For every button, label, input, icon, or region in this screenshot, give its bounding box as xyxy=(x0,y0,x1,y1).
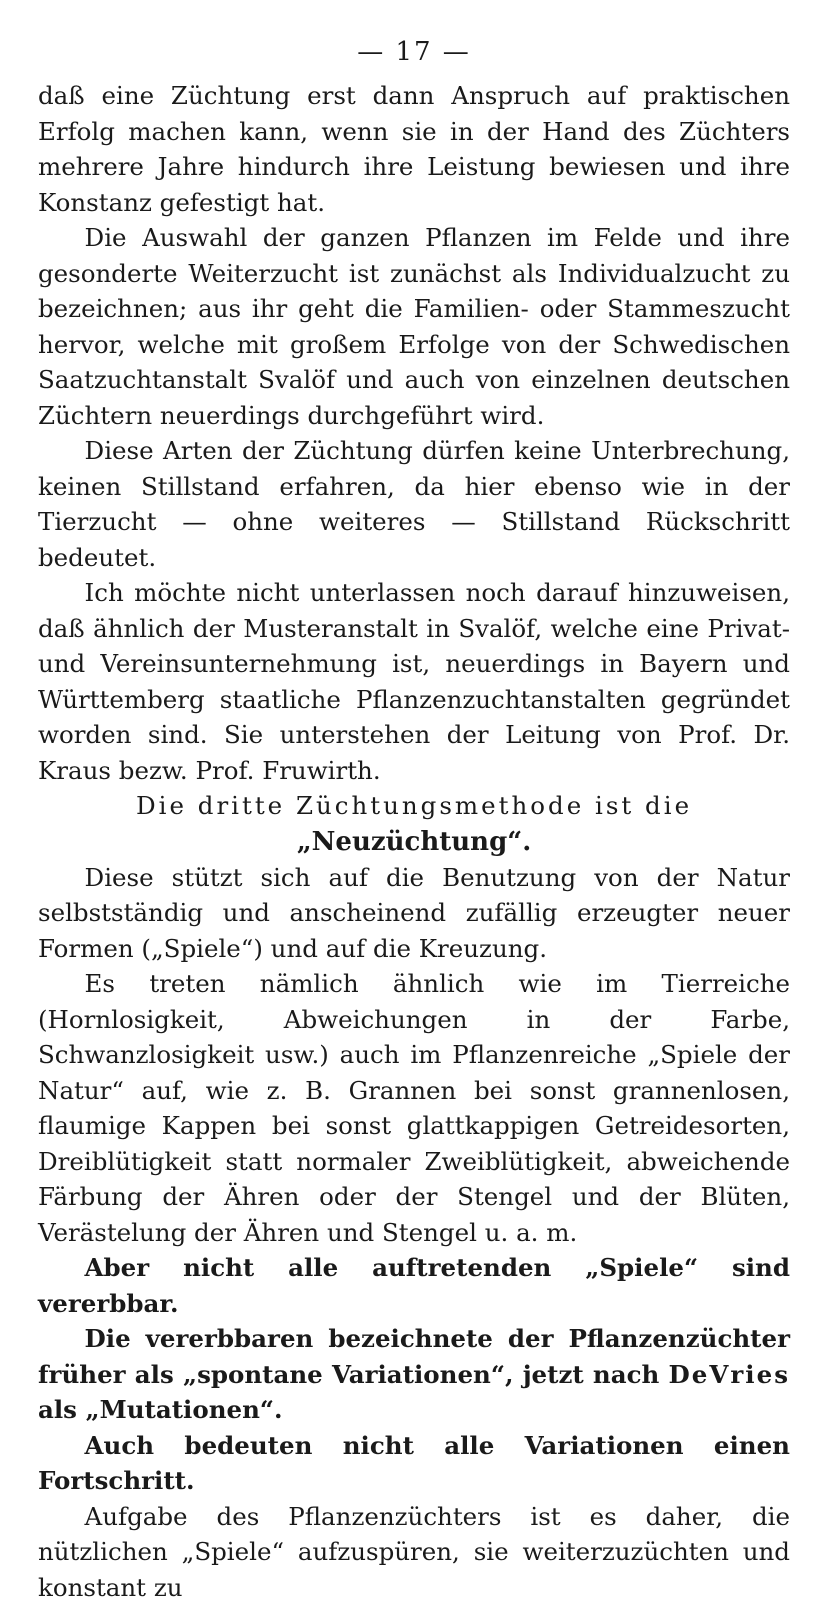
mutation-text-middle: als xyxy=(38,1395,86,1424)
paragraph-no-interruption: Diese Arten der Züchtung dürfen keine Unterbrechung, keinen Stillstand erfahren, da hier ebenso wie in der Tierzucht — ohne weiteres — Stillstand Rückschritt bedeutet. xyxy=(38,433,790,575)
paragraph-task-of-breeder: Aufgabe des Pflanzenzüchters ist es daher, die nützlichen „Spiele“ aufzuspüren, sie weiterzuzüchten und konstant zu xyxy=(38,1499,790,1605)
paragraph-no-progress: Auch bedeuten nicht alle Variationen einen Fortschritt. xyxy=(38,1428,790,1499)
book-page xyxy=(38,30,790,1440)
mutation-text-before: Die vererbbaren bezeichnete der Pflanzenzüchter früher als „spontane Variationen“, jetzt nach xyxy=(38,1324,790,1389)
page-number: — 17 — xyxy=(38,30,790,74)
paragraph-continuation: daß eine Züchtung erst dann Anspruch auf praktischen Erfolg machen kann, wenn sie in der Hand des Züchters mehrere Jahre hindurch ihre Leistung bewiesen und ihre Konstanz gefestigt hat. xyxy=(38,78,790,220)
paragraph-breeding-institutes: Ich möchte nicht unterlassen noch darauf hinzuweisen, daß ähnlich der Musteranstalt in Svalöf, welche eine Privat- und Vereinsunternehmung ist, neuerdings in Bayern und Württemberg staatliche Pflanzenzuchtanstalten gegründet worden sind. Sie unterstehen der Leitung von Prof. Dr. Kraus bezw. Prof. Fruwirth. xyxy=(38,575,790,788)
paragraph-mutations xyxy=(38,1321,790,1428)
method-heading-neuzuechtung: „Neuzüchtung“. xyxy=(38,824,790,860)
mutation-term: „Mutationen“ xyxy=(86,1395,275,1424)
third-method-intro: Die dritte Züchtungsmethode ist die xyxy=(38,788,790,824)
paragraph-individual-selection: Die Auswahl der ganzen Pflanzen im Felde und ihre gesonderte Weiterzucht ist zunächst als Individualzucht zu bezeichnen; aus ihr geht die Familien- oder Stammeszucht hervor, welche mit großem Erfolge von der Schwedischen Saatzuchtanstalt Svalöf und auch von einzelnen deutschen Züchtern neuerdings durchgeführt wird. xyxy=(38,220,790,433)
devries-name: DeVries xyxy=(669,1360,790,1389)
paragraph-spiele-der-natur: Es treten nämlich ähnlich wie im Tierreiche (Hornlosigkeit, Abweichungen in der Farbe, Schwanzlosigkeit usw.) auch im Pflanzenreiche „Spiele der Natur“ auf, wie z. B. Grannen bei sonst grannenlosen, flaumige Kappen bei sonst glattkappigen Getreidesorten, Dreiblütigkeit statt normaler Zweiblütigkeit, abweichende Färbung der Ähren oder der Stengel und der Blüten, Verästelung der Ähren und Stengel u. a. m. xyxy=(38,966,790,1250)
paragraph-not-hereditary: Aber nicht alle auftretenden „Spiele“ sind vererbbar. xyxy=(38,1250,790,1321)
paragraph-natural-forms: Diese stützt sich auf die Benutzung von der Natur selbstständig und anscheinend zufällig erzeugter neuer Formen („Spiele“) und auf die Kreuzung. xyxy=(38,860,790,967)
mutation-text-end: . xyxy=(274,1395,283,1424)
